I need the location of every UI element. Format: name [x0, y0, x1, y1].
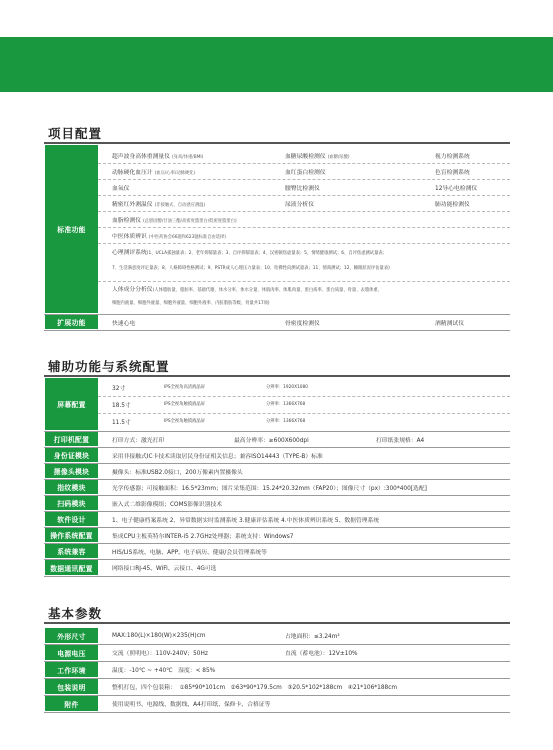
- id-card-value: 采用非接触式IC卡技术读取居民身份证相关信息；兼容ISO14443（TYPE-B）标准: [112, 453, 323, 460]
- power-dc-value: 直流（蓄电池）：12V±10%: [285, 651, 358, 657]
- scan-value: 嵌入式二维影像模组；COMS影像识别技术: [112, 501, 223, 508]
- network-label: 数据通讯配置: [45, 560, 98, 575]
- fingerprint-value: 光学传感器；可接触面积：16.5*23mm；图片采集范围：15.24*20.32mm（FAP20）；图像尺寸（px）:300*400[选配]: [112, 485, 427, 492]
- size-row: [98, 628, 510, 643]
- spec-row: [98, 228, 510, 242]
- size-label: 外形尺寸: [45, 628, 98, 643]
- item-vision: 视力检测系统: [435, 153, 470, 160]
- size-value: MAX:180(L)×180(W)×235(H)cm: [112, 632, 206, 639]
- section-title-basic: 基本参数: [48, 606, 103, 621]
- item-color-blind: 色盲检测系统: [435, 169, 470, 176]
- package-value: 整机打包，四个包装箱： ①85*90*101cm ②63*90*179.5cm ③20.5*102*188cm ④21*106*188cm: [112, 685, 398, 691]
- item-psych: 心理测评系统(1、UCLA孤独量表；2、老年抑郁量表；3、自评抑郁量表；4、汉密顿焦虑量表；5、情绪健康测试；6、自评焦虑测试量表；: [112, 250, 387, 256]
- screen-size: 18.5寸: [112, 402, 131, 409]
- id-card-label: 身份证模块: [45, 448, 98, 462]
- printer-resolution: 最高分辨率：≥600X600dpi: [234, 437, 309, 444]
- printer-label: 打印机配置: [45, 432, 98, 446]
- row-divider: [44, 330, 510, 331]
- spec-row: [98, 283, 510, 313]
- fingerprint-label: 指纹模块: [45, 480, 98, 494]
- section-rule: [44, 375, 510, 377]
- screen-config-label: 屏幕配置: [45, 378, 98, 430]
- scan-label: 扫码模块: [45, 496, 98, 510]
- screen-type: IPS全视角触摸液晶屏: [164, 419, 205, 424]
- spec-row: [98, 164, 510, 178]
- section-title-aux: 辅助功能与系统配置: [48, 359, 170, 374]
- os-label: 操作系统配置: [45, 528, 98, 542]
- item-oximeter: 血氧仪: [112, 185, 130, 192]
- screen-row: [98, 397, 510, 411]
- section-rule: [44, 142, 510, 144]
- item-waist-hip: 腰臀比检测仪: [285, 185, 320, 192]
- accessories-label: 附件: [45, 696, 98, 711]
- item-hemoglobin: 血红蛋白检测仪: [285, 169, 326, 176]
- spec-row: [98, 212, 510, 226]
- screen-row: [98, 414, 510, 428]
- software-value: 1、电子健康档案系统 2、异常数据实时监测系统 3.健康评估系统 4.中医体质辨识系统 5、数据管理系统: [112, 517, 380, 524]
- spec-row: [98, 148, 510, 162]
- item-fast-ecg: 快速心电: [112, 320, 136, 327]
- item-body-comp: 人体成分分析仪(人体脂肪量、脂肪率、基础代谢、体水分率、体水分量、体肌肉率、体肌肉量、蛋白质率、蛋白质量、骨量、去脂体重、: [112, 287, 382, 293]
- item-lipid: 血脂检测仪 (总胆固醇/甘油三酯/高密度脂蛋白/低密度脂蛋白): [112, 217, 237, 224]
- network-value: 网络接口RJ-45、WiFi、云接口、4G可选: [112, 566, 217, 572]
- environment-label: 工作环境: [45, 662, 98, 677]
- standard-functions-label: 标准功能: [45, 145, 98, 313]
- section-rule: [44, 622, 510, 624]
- camera-label: 摄像头模块: [45, 464, 98, 478]
- screen-type: IPS全视角触摸液晶屏: [164, 402, 205, 407]
- power-label: 电源电压: [45, 645, 98, 660]
- environment-value: 温度：-10℃ ~ +40℃ 湿度：< 85%: [112, 668, 216, 674]
- item-tcm: 中医体质辨识 (中医药协会66题和623题标准自由选择): [112, 233, 226, 240]
- top-banner: [0, 37, 553, 92]
- package-label: 包装说明: [45, 679, 98, 694]
- screen-resolution: 分辨率：1920X1080: [266, 385, 309, 390]
- compat-value: HIS/LIS系统、电脑、APP、电子病历、健康/会员管理系统等: [112, 549, 267, 556]
- section-title-project: 项目配置: [48, 126, 103, 141]
- printer-paper: 打印纸张规格：A4: [376, 437, 425, 444]
- item-lung: 肺功能检测仪: [435, 201, 470, 208]
- spec-row: [98, 180, 510, 194]
- compat-label: 系统兼容: [45, 544, 98, 558]
- item-body-comp-line2: 细胞内液量、细胞外液量、细胞外液量、细胞外液率、内脏脂肪等级、骨量共17项): [112, 301, 270, 306]
- screen-resolution: 分辨率：1366X768: [266, 419, 306, 424]
- expand-functions-label: 扩展功能: [45, 315, 98, 329]
- item-psych-line2: 7、生活满意度评定量表；8、人格障碍性格测试；9、PSTR成人心理压力量表；10、哈佛性向测试量表；11、情商测试；12、睡眠状况评估量表): [112, 266, 390, 271]
- spec-row: [98, 196, 510, 210]
- screen-size: 11.5寸: [112, 419, 131, 426]
- row-divider: [44, 576, 510, 577]
- row-divider: [98, 281, 510, 282]
- accessories-value: 使用说明书、电源线、数据线、A4打印纸、保修卡、合格证等: [112, 702, 271, 708]
- screen-size: 32寸: [112, 385, 126, 392]
- software-label: 软件设计: [45, 512, 98, 526]
- item-arterial-bp: 动脉硬化血压计 (血压/心率/动脉硬化): [112, 169, 196, 176]
- camera-value: 摄像头：标准USB2.0接口，200万像素内置摄像头: [112, 469, 243, 476]
- item-glucose-uric: 血糖尿酸检测仪 (血糖/尿酸): [285, 153, 350, 160]
- screen-row: [98, 380, 510, 394]
- row-divider: [44, 712, 510, 713]
- printer-method: 打印方式：激光打印: [112, 437, 165, 444]
- power-row: [98, 645, 510, 660]
- item-urine: 尿液分析仪: [285, 201, 314, 208]
- spec-row: [98, 315, 510, 329]
- item-height-weight: 超声波身高体重测量仪 (身高/体重/BMI): [112, 153, 204, 160]
- item-alcohol: 酒精测试仪: [435, 320, 464, 327]
- screen-type: IPS全视角高清液晶屏: [164, 385, 205, 390]
- item-bone-density: 骨密度检测仪: [285, 320, 320, 327]
- row-divider: [98, 243, 510, 244]
- item-thermometer: 精密红外测温仪 (非接触式、自动感应测温): [112, 201, 206, 208]
- item-ecg: 12导心电检测仪: [435, 185, 478, 192]
- printer-row: [98, 432, 510, 446]
- os-value: 集成CPU主板英特尔INTER-i5 2.7GHz处理器；系统支持：Windows7: [112, 533, 294, 540]
- spec-row: [98, 245, 510, 279]
- power-ac-value: 交流（照明电）：110V-240V；50Hz: [112, 651, 208, 657]
- area-value: 占地面积：≤3.24m²: [285, 634, 340, 640]
- screen-resolution: 分辨率：1366X768: [266, 402, 306, 407]
